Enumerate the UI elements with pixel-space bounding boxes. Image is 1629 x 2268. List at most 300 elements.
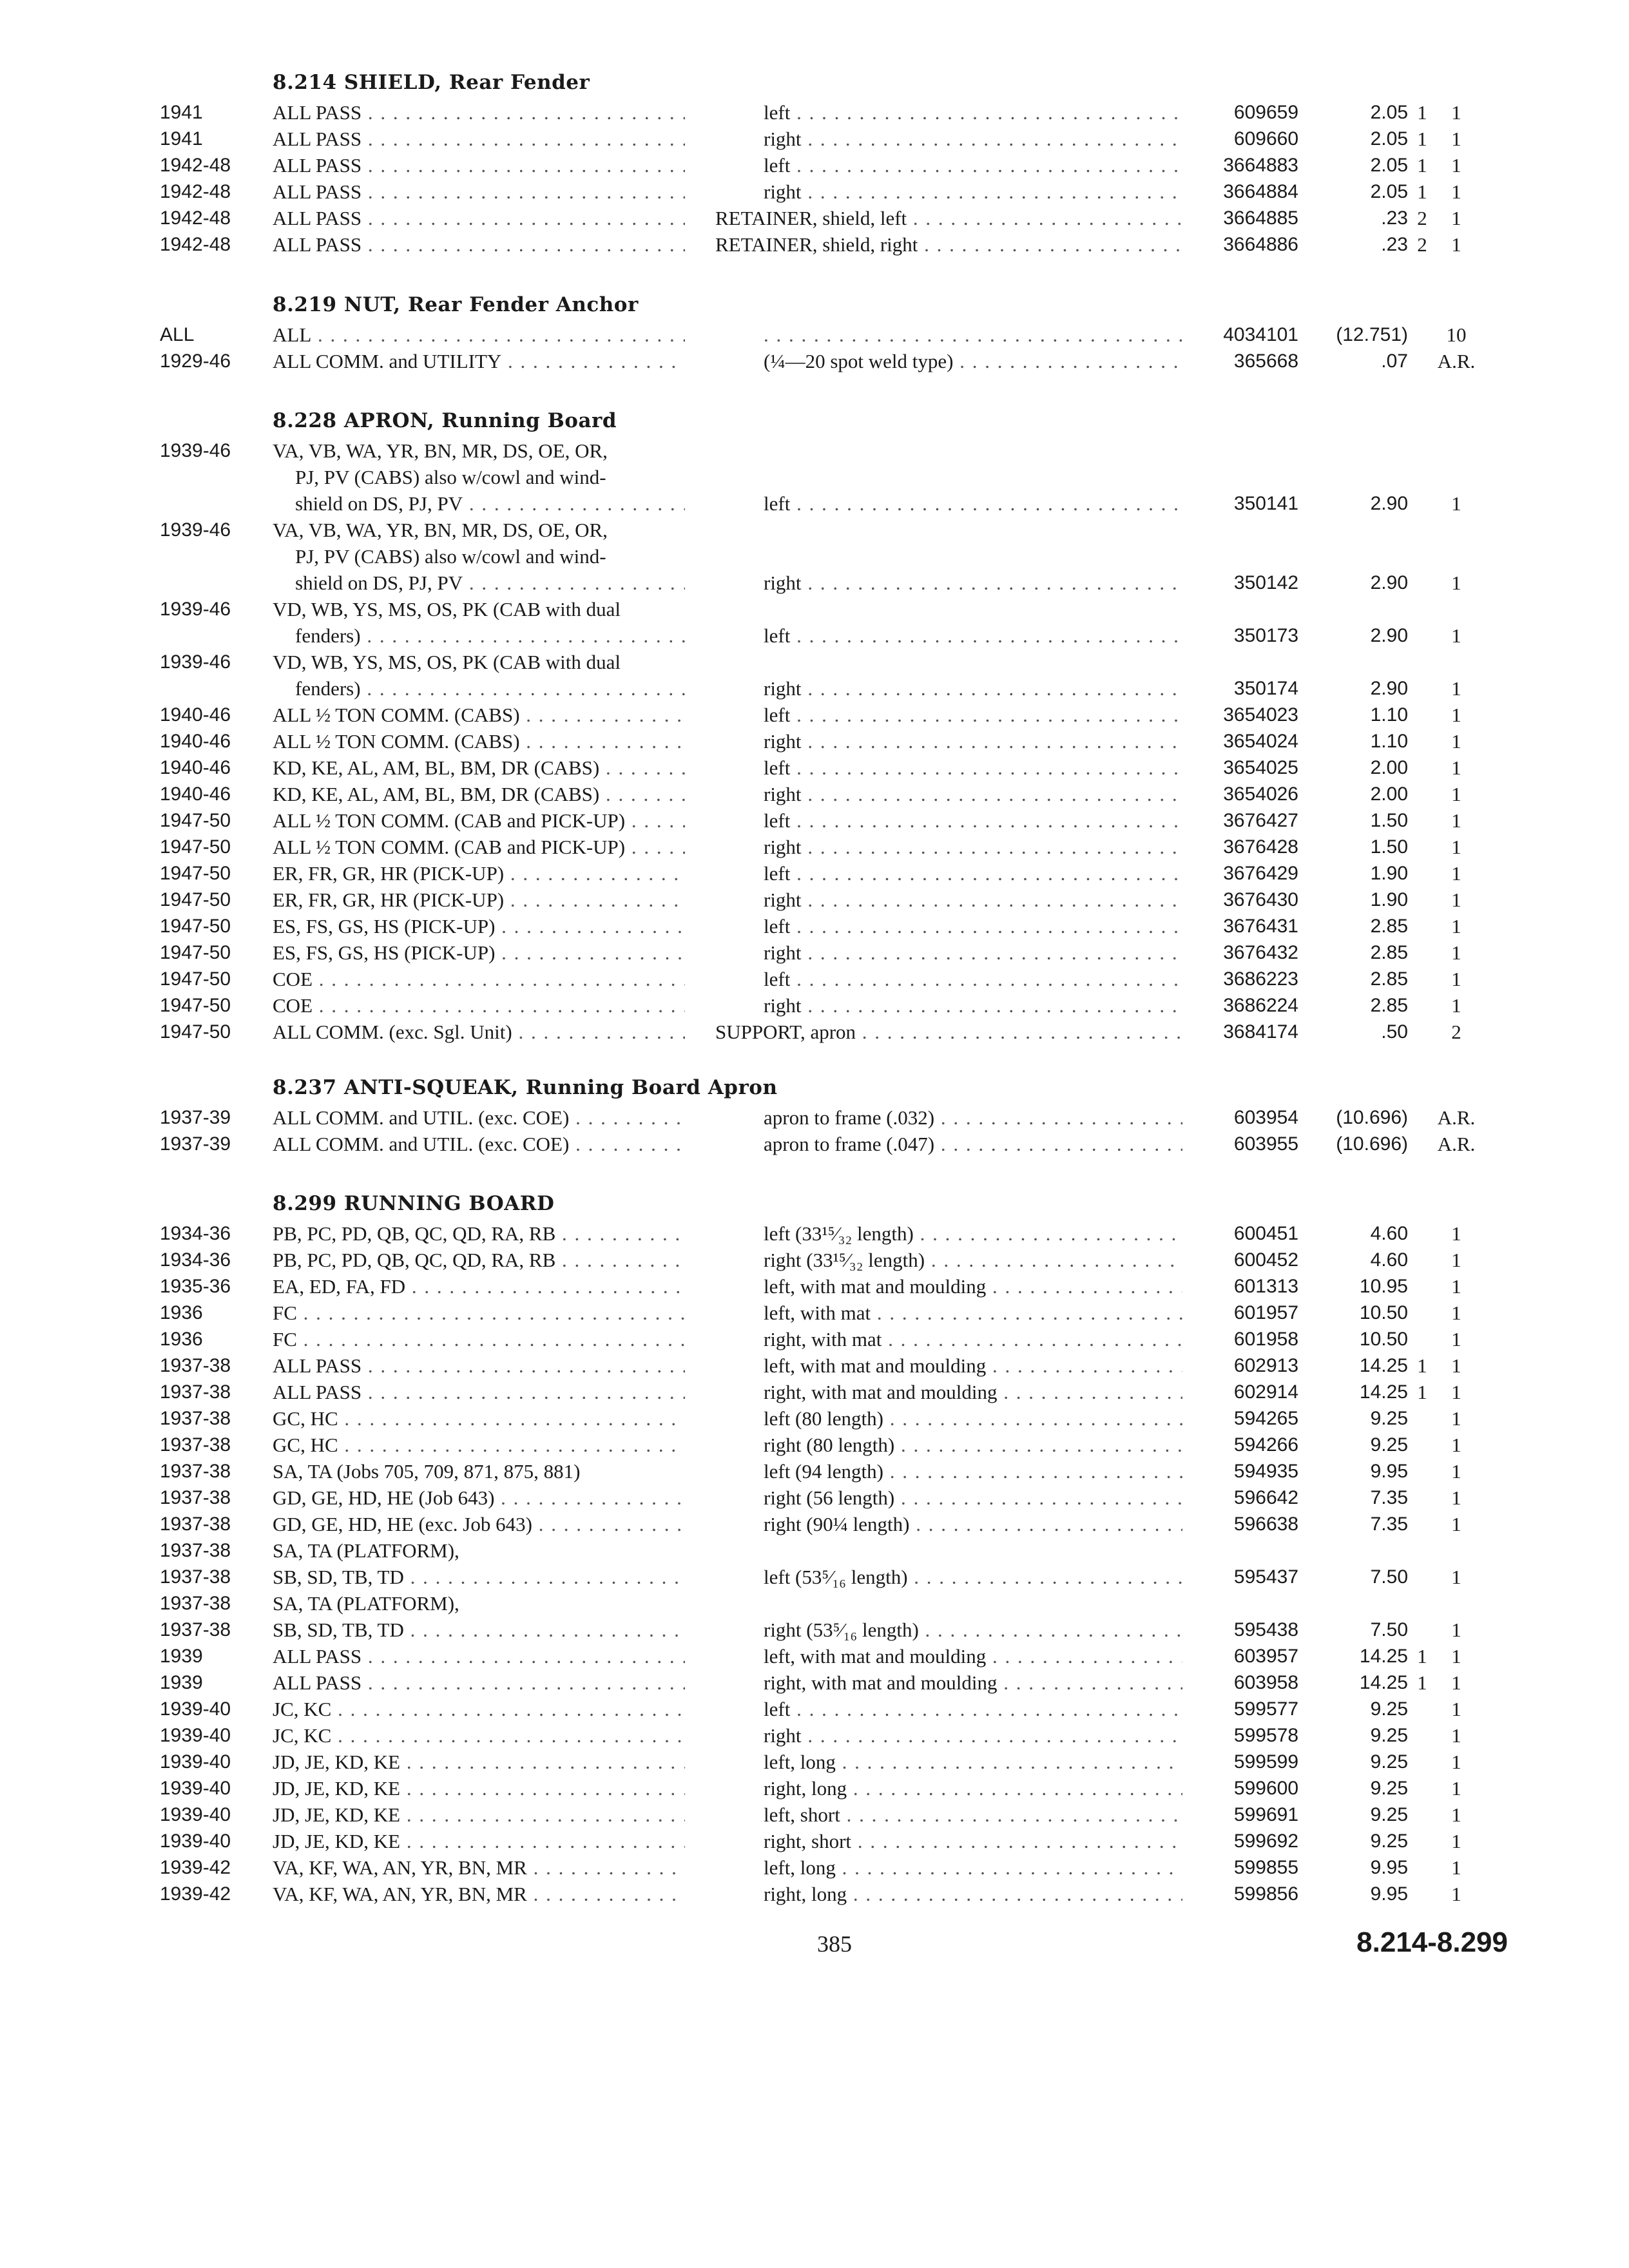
quantity-cell: 1 (1451, 1777, 1461, 1800)
description-cell: right . . . (764, 992, 1182, 1019)
part-number-cell: 350174 (1233, 678, 1298, 699)
year-cell: 1939-46 (160, 651, 231, 673)
table-row (0, 464, 1629, 490)
quantity-pass-cell: 1 (1417, 1354, 1427, 1377)
year-cell: 1939-42 (160, 1857, 231, 1878)
table-row (0, 754, 1629, 781)
quantity-cell: 1 (1451, 1619, 1461, 1641)
model-cell: ALL PASS . . . (273, 1643, 685, 1669)
price-cell: 9.25 (1370, 1778, 1408, 1799)
price-cell: (12.751) (1336, 324, 1408, 345)
part-number-cell: 3664885 (1223, 207, 1298, 229)
year-cell: 1937-38 (160, 1408, 231, 1429)
price-cell: 2.90 (1370, 625, 1408, 646)
model-cell: ALL ½ TON COMM. (CAB and PICK-UP) . . . (273, 834, 685, 860)
quantity-cell: 1 (1451, 1751, 1461, 1773)
year-cell: 1939-40 (160, 1804, 231, 1825)
table-row (0, 675, 1629, 702)
part-number-cell: 594265 (1233, 1408, 1298, 1429)
description-cell: right . . . (764, 939, 1182, 966)
quantity-cell: 1 (1451, 1249, 1461, 1271)
price-cell: 4.60 (1370, 1249, 1408, 1271)
quantity-cell: 1 (1451, 862, 1461, 885)
table-row (0, 1537, 1629, 1564)
price-cell: 1.90 (1370, 863, 1408, 884)
price-cell: 9.95 (1370, 1461, 1408, 1482)
model-cell: KD, KE, AL, AM, BL, BM, DR (CABS) . . . (273, 754, 685, 781)
model-cell: ES, FS, GS, HS (PICK-UP) . . . (273, 913, 685, 939)
description-cell: left (80 length) . . . (764, 1405, 1182, 1432)
price-cell: 9.25 (1370, 1698, 1408, 1720)
model-cell: ALL PASS . . . (273, 152, 685, 178)
quantity-cell: 1 (1451, 154, 1461, 177)
year-cell: 1942-48 (160, 207, 231, 229)
description-cell: right, long . . . (764, 1775, 1182, 1802)
price-cell: 1.10 (1370, 704, 1408, 726)
description-cell: right (80 length) . . . (764, 1432, 1182, 1458)
year-cell: 1937-38 (160, 1381, 231, 1403)
table-row (0, 1564, 1629, 1590)
model-cell: ER, FR, GR, HR (PICK-UP) . . . (273, 860, 685, 887)
table-row (0, 966, 1629, 992)
price-cell: 9.25 (1370, 1751, 1408, 1773)
part-number-cell: 594266 (1233, 1434, 1298, 1456)
part-number-cell: 599856 (1233, 1883, 1298, 1905)
model-cell: JC, KC . . . (273, 1722, 685, 1749)
model-cell: GD, GE, HD, HE (Job 643) . . . (273, 1485, 685, 1511)
description-cell: left . . . (764, 913, 1182, 939)
model-cell: GC, HC . . . (273, 1405, 685, 1432)
year-cell: 1940-46 (160, 757, 231, 778)
description-cell: RETAINER, shield, left . . . (715, 205, 1182, 231)
quantity-cell: 1 (1451, 941, 1461, 964)
description-cell: left . . . (764, 754, 1182, 781)
table-row (0, 834, 1629, 860)
price-cell: 2.85 (1370, 942, 1408, 963)
quantity-cell: 1 (1451, 1883, 1461, 1905)
part-number-cell: 601958 (1233, 1329, 1298, 1350)
year-cell: 1939-46 (160, 440, 231, 461)
model-cell: ALL PASS . . . (273, 1379, 685, 1405)
part-number-cell: 599691 (1233, 1804, 1298, 1825)
year-cell: 1937-38 (160, 1566, 231, 1588)
description-cell: apron to frame (.047) . . . (764, 1131, 1182, 1157)
year-cell: 1937-38 (160, 1487, 231, 1508)
quantity-cell: 1 (1451, 1275, 1461, 1298)
description-cell (764, 322, 1182, 348)
part-number-cell: 3654026 (1223, 783, 1298, 805)
description-cell: left . . . (764, 807, 1182, 834)
year-cell: 1939-40 (160, 1698, 231, 1720)
part-number-cell: 599692 (1233, 1831, 1298, 1852)
table-row (0, 1643, 1629, 1669)
description-cell: right . . . (764, 126, 1182, 152)
year-cell: 1941 (160, 102, 203, 123)
quantity-cell: 1 (1451, 1724, 1461, 1747)
quantity-cell: 1 (1451, 915, 1461, 937)
year-cell: 1942-48 (160, 181, 231, 202)
description-cell: left . . . (764, 490, 1182, 517)
table-row (0, 1458, 1629, 1485)
quantity-cell: 1 (1451, 783, 1461, 805)
table-row (0, 1722, 1629, 1749)
description-cell: left . . . (764, 1696, 1182, 1722)
part-number-cell: 3676427 (1223, 810, 1298, 831)
quantity-cell: 1 (1451, 1513, 1461, 1535)
price-cell: 10.50 (1359, 1302, 1408, 1323)
quantity-cell: 1 (1451, 809, 1461, 832)
model-cell: ALL PASS . . . (273, 126, 685, 152)
price-cell: 7.35 (1370, 1487, 1408, 1508)
table-row (0, 1432, 1629, 1458)
model-cell: shield on DS, PJ, PV . . . (295, 570, 685, 596)
year-cell: 1939 (160, 1672, 203, 1693)
quantity-cell: 1 (1451, 128, 1461, 150)
year-cell: 1942-48 (160, 155, 231, 176)
table-row (0, 517, 1629, 543)
part-number-cell: 609660 (1233, 128, 1298, 149)
description-cell: left . . . (764, 622, 1182, 649)
year-cell: 1947-50 (160, 889, 231, 910)
section-heading: 8.214 SHIELD, Rear Fender (273, 71, 590, 94)
table-row (0, 860, 1629, 887)
model-cell: GC, HC . . . (273, 1432, 685, 1458)
table-row (0, 1854, 1629, 1881)
table-row (0, 1485, 1629, 1511)
model-cell: JD, JE, KD, KE . . . (273, 1828, 685, 1854)
price-cell: 2.90 (1370, 572, 1408, 593)
part-number-cell: 594935 (1233, 1461, 1298, 1482)
quantity-cell: 1 (1451, 180, 1461, 203)
quantity-cell: 1 (1451, 1486, 1461, 1509)
part-number-cell: 600451 (1233, 1223, 1298, 1244)
model-cell: ALL ½ TON COMM. (CABS) . . . (273, 702, 685, 728)
price-cell: 9.25 (1370, 1804, 1408, 1825)
description-cell: right, with mat and moulding . . . (764, 1669, 1182, 1696)
table-row (0, 178, 1629, 205)
model-cell: ALL COMM. and UTIL. (exc. COE) . . . (273, 1131, 685, 1157)
table-row (0, 1617, 1629, 1643)
part-number-cell: 609659 (1233, 102, 1298, 123)
part-number-cell: 599578 (1233, 1725, 1298, 1746)
price-cell: 9.95 (1370, 1857, 1408, 1878)
table-row (0, 231, 1629, 258)
description-cell: left (33¹⁵⁄₃₂ length) . . . (764, 1220, 1182, 1247)
table-row (0, 1775, 1629, 1802)
model-cell: ALL PASS . . . (273, 1669, 685, 1696)
model-cell: fenders) . . . (295, 675, 685, 702)
model-cell: ALL . . . (273, 322, 685, 348)
year-cell: 1934-36 (160, 1249, 231, 1271)
year-cell: 1947-50 (160, 916, 231, 937)
model-cell: SB, SD, TB, TD . . . (273, 1617, 685, 1643)
quantity-cell: 1 (1451, 624, 1461, 647)
year-cell: ALL (160, 324, 195, 345)
part-number-cell: 4034101 (1223, 324, 1298, 345)
page-number: 385 (817, 1931, 852, 1957)
part-number-cell: 601313 (1233, 1276, 1298, 1297)
part-number-cell: 596642 (1233, 1487, 1298, 1508)
year-cell: 1947-50 (160, 995, 231, 1016)
model-cell: KD, KE, AL, AM, BL, BM, DR (CABS) . . . (273, 781, 685, 807)
quantity-pass-cell: 1 (1417, 154, 1427, 177)
year-cell: 1947-50 (160, 810, 231, 831)
table-row (0, 887, 1629, 913)
quantity-cell: A.R. (1437, 350, 1476, 372)
table-row (0, 781, 1629, 807)
table-row (0, 1749, 1629, 1775)
description-cell: apron to frame (.032) . . . (764, 1104, 1182, 1131)
table-row (0, 1669, 1629, 1696)
description-cell: left . . . (764, 860, 1182, 887)
description-cell: right (56 length) . . . (764, 1485, 1182, 1511)
year-cell: 1937-38 (160, 1355, 231, 1376)
table-row (0, 126, 1629, 152)
part-number-cell: 603958 (1233, 1672, 1298, 1693)
price-cell: 10.50 (1359, 1329, 1408, 1350)
table-row (0, 205, 1629, 231)
table-row (0, 939, 1629, 966)
price-cell: 1.90 (1370, 889, 1408, 910)
section-heading: 8.219 NUT, Rear Fender Anchor (273, 293, 639, 316)
year-cell: 1936 (160, 1302, 203, 1323)
model-cell: shield on DS, PJ, PV . . . (295, 490, 685, 517)
table-row (0, 1405, 1629, 1432)
table-row (0, 1696, 1629, 1722)
model-cell: JD, JE, KD, KE . . . (273, 1802, 685, 1828)
table-row (0, 807, 1629, 834)
price-cell: 1.10 (1370, 731, 1408, 752)
model-cell: ALL COMM. (exc. Sgl. Unit) . . . (273, 1019, 685, 1045)
part-number-cell: 3676430 (1223, 889, 1298, 910)
description-cell: left . . . (764, 99, 1182, 126)
price-cell: 2.85 (1370, 968, 1408, 990)
description-cell: left, with mat and moulding . . . (764, 1643, 1182, 1669)
table-row (0, 1273, 1629, 1300)
model-cell: SA, TA (Jobs 705, 709, 871, 875, 881) (273, 1460, 581, 1483)
model-cell: GD, GE, HD, HE (exc. Job 643) . . . (273, 1511, 685, 1537)
quantity-cell: 1 (1451, 1434, 1461, 1456)
model-cell: JD, JE, KD, KE . . . (273, 1775, 685, 1802)
part-number-cell: 3676428 (1223, 836, 1298, 858)
quantity-cell: 1 (1451, 1830, 1461, 1852)
description-cell: left (53⁵⁄₁₆ length) . . . (764, 1564, 1182, 1590)
model-cell: ALL ½ TON COMM. (CAB and PICK-UP) . . . (273, 807, 685, 834)
quantity-pass-cell: 1 (1417, 101, 1427, 124)
description-cell: right (90¼ length) . . . (764, 1511, 1182, 1537)
part-number-cell: 600452 (1233, 1249, 1298, 1271)
part-number-cell: 3686224 (1223, 995, 1298, 1016)
description-cell: left, with mat and moulding . . . (764, 1273, 1182, 1300)
model-cell: ALL PASS . . . (273, 99, 685, 126)
description-cell: left, short . . . (764, 1802, 1182, 1828)
table-row (0, 99, 1629, 126)
price-cell: (10.696) (1336, 1133, 1408, 1155)
description-cell: right . . . (764, 781, 1182, 807)
model-cell: SA, TA (PLATFORM), (273, 1592, 459, 1615)
year-cell: 1937-39 (160, 1133, 231, 1155)
part-number-cell: 595437 (1233, 1566, 1298, 1588)
part-number-cell: 599577 (1233, 1698, 1298, 1720)
model-cell: VA, VB, WA, YR, BN, MR, DS, OE, OR, (273, 519, 608, 541)
table-row (0, 1511, 1629, 1537)
table-row (0, 1104, 1629, 1131)
model-cell: PB, PC, PD, QB, QC, QD, RA, RB . . . (273, 1220, 685, 1247)
year-cell: 1937-38 (160, 1514, 231, 1535)
model-cell: ALL PASS . . . (273, 178, 685, 205)
model-cell: JC, KC . . . (273, 1696, 685, 1722)
year-cell: 1947-50 (160, 942, 231, 963)
part-number-cell: 3654024 (1223, 731, 1298, 752)
description-cell: right (53⁵⁄₁₆ length) . . . (764, 1617, 1182, 1643)
quantity-cell: 1 (1451, 756, 1461, 779)
part-number-cell: 601957 (1233, 1302, 1298, 1323)
price-cell: 9.25 (1370, 1725, 1408, 1746)
year-cell: 1937-38 (160, 1619, 231, 1640)
description-cell: right (33¹⁵⁄₃₂ length) . . . (764, 1247, 1182, 1273)
quantity-cell: 10 (1446, 323, 1467, 346)
part-number-cell: 599855 (1233, 1857, 1298, 1878)
quantity-cell: A.R. (1437, 1106, 1476, 1129)
model-cell: fenders) . . . (295, 622, 685, 649)
table-row (0, 490, 1629, 517)
model-cell: ES, FS, GS, HS (PICK-UP) . . . (273, 939, 685, 966)
price-cell: 2.90 (1370, 678, 1408, 699)
table-row (0, 348, 1629, 374)
quantity-cell: 1 (1451, 101, 1461, 124)
description-cell: left . . . (764, 152, 1182, 178)
table-row (0, 1802, 1629, 1828)
part-number-cell: 3686223 (1223, 968, 1298, 990)
year-cell: 1935-36 (160, 1276, 231, 1297)
price-cell: 2.05 (1370, 128, 1408, 149)
model-cell: ALL ½ TON COMM. (CABS) . . . (273, 728, 685, 754)
quantity-cell: 1 (1451, 889, 1461, 911)
quantity-cell: 1 (1451, 492, 1461, 515)
table-row (0, 1326, 1629, 1352)
quantity-cell: 1 (1451, 730, 1461, 753)
table-row (0, 543, 1629, 570)
model-cell: PJ, PV (CABS) also w/cowl and wind- (295, 466, 606, 488)
table-row (0, 1881, 1629, 1907)
model-cell: EA, ED, FA, FD . . . (273, 1273, 685, 1300)
part-number-cell: 602914 (1233, 1381, 1298, 1403)
price-cell: 2.05 (1370, 181, 1408, 202)
price-cell: 4.60 (1370, 1223, 1408, 1244)
description-cell: left, long . . . (764, 1749, 1182, 1775)
year-cell: 1940-46 (160, 731, 231, 752)
year-cell: 1937-39 (160, 1107, 231, 1128)
table-row (0, 992, 1629, 1019)
table-row (0, 649, 1629, 675)
year-cell: 1937-38 (160, 1461, 231, 1482)
quantity-cell: 1 (1451, 1566, 1461, 1588)
price-cell: 9.25 (1370, 1408, 1408, 1429)
model-cell: ER, FR, GR, HR (PICK-UP) . . . (273, 887, 685, 913)
table-row (0, 1379, 1629, 1405)
quantity-cell: 1 (1451, 1222, 1461, 1245)
part-number-cell: 3684174 (1223, 1021, 1298, 1043)
quantity-cell: 1 (1451, 207, 1461, 229)
table-row (0, 570, 1629, 596)
model-cell: ALL COMM. and UTIL. (exc. COE) . . . (273, 1104, 685, 1131)
description-cell: left (94 length) . . . (764, 1458, 1182, 1485)
table-row (0, 596, 1629, 622)
quantity-cell: 1 (1451, 1407, 1461, 1430)
price-cell: .23 (1381, 207, 1408, 229)
part-number-cell: 365668 (1233, 351, 1298, 372)
quantity-cell: 1 (1451, 994, 1461, 1017)
model-cell: COE . . . (273, 966, 685, 992)
model-cell: COE . . . (273, 992, 685, 1019)
price-cell: .50 (1381, 1021, 1408, 1043)
part-number-cell: 3664886 (1223, 234, 1298, 255)
year-cell: 1939-46 (160, 599, 231, 620)
year-cell: 1939-40 (160, 1751, 231, 1773)
model-cell: PB, PC, PD, QB, QC, QD, RA, RB . . . (273, 1247, 685, 1273)
part-number-cell: 595438 (1233, 1619, 1298, 1640)
model-cell: SA, TA (PLATFORM), (273, 1539, 459, 1562)
quantity-cell: 1 (1451, 677, 1461, 700)
description-cell: left . . . (764, 966, 1182, 992)
quantity-cell: 1 (1451, 1645, 1461, 1667)
quantity-cell: 1 (1451, 1328, 1461, 1350)
quantity-cell: 1 (1451, 836, 1461, 858)
table-row (0, 1019, 1629, 1045)
quantity-cell: 1 (1451, 704, 1461, 726)
year-cell: 1939-42 (160, 1883, 231, 1905)
description-cell: left . . . (764, 702, 1182, 728)
description-cell: right . . . (764, 728, 1182, 754)
description-cell: right . . . (764, 570, 1182, 596)
quantity-cell: 1 (1451, 572, 1461, 594)
quantity-cell: 1 (1451, 1302, 1461, 1324)
table-row (0, 913, 1629, 939)
table-row (0, 1590, 1629, 1617)
description-cell: left, with mat and moulding . . . (764, 1352, 1182, 1379)
year-cell: 1937-38 (160, 1593, 231, 1614)
quantity-cell: 1 (1451, 1354, 1461, 1377)
part-number-cell: 3654023 (1223, 704, 1298, 726)
quantity-cell: 1 (1451, 233, 1461, 256)
year-cell: 1947-50 (160, 1021, 231, 1043)
model-cell: JD, JE, KD, KE . . . (273, 1749, 685, 1775)
price-cell: 9.25 (1370, 1831, 1408, 1852)
model-cell: FC . . . (273, 1326, 685, 1352)
description-cell: right, short . . . (764, 1828, 1182, 1854)
quantity-pass-cell: 2 (1417, 233, 1427, 256)
year-cell: 1947-50 (160, 863, 231, 884)
model-cell: VD, WB, YS, MS, OS, PK (CAB with dual (273, 598, 621, 620)
year-cell: 1942-48 (160, 234, 231, 255)
price-cell: 7.50 (1370, 1619, 1408, 1640)
quantity-pass-cell: 1 (1417, 1381, 1427, 1403)
year-cell: 1940-46 (160, 704, 231, 726)
table-row (0, 1131, 1629, 1157)
table-row (0, 1352, 1629, 1379)
price-cell: 2.00 (1370, 757, 1408, 778)
price-cell: 2.05 (1370, 102, 1408, 123)
model-cell: FC . . . (273, 1300, 685, 1326)
part-number-cell: 350142 (1233, 572, 1298, 593)
part-number-cell: 599600 (1233, 1778, 1298, 1799)
year-cell: 1934-36 (160, 1223, 231, 1244)
model-cell: PJ, PV (CABS) also w/cowl and wind- (295, 545, 606, 568)
description-cell: right . . . (764, 887, 1182, 913)
description-cell: SUPPORT, apron . . . (715, 1019, 1182, 1045)
part-number-cell: 3676429 (1223, 863, 1298, 884)
price-cell: 1.50 (1370, 810, 1408, 831)
